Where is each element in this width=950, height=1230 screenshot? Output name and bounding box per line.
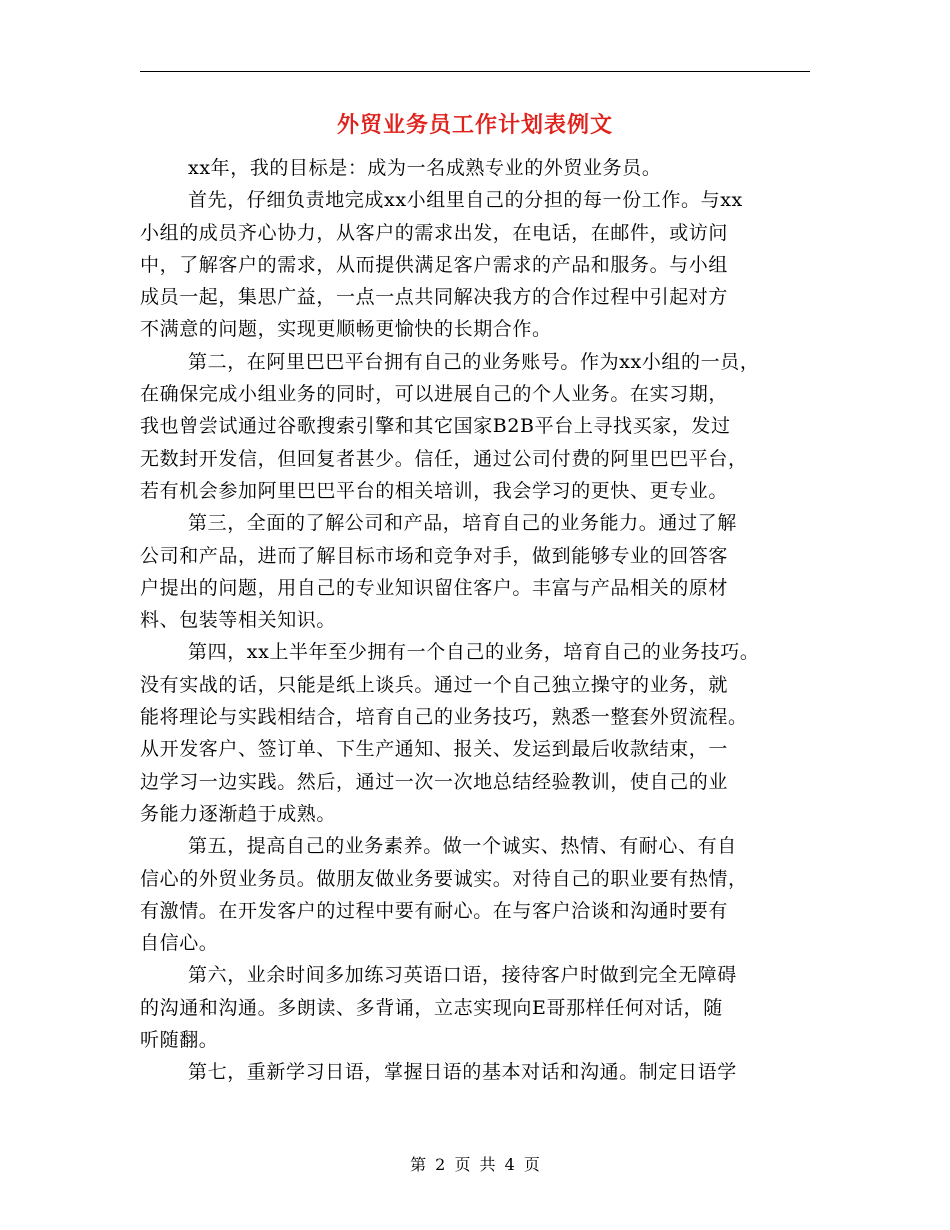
paragraph-line: 小组的成员齐心协力，从客户的需求出发，在电话，在邮件，或访问 [140,221,729,244]
page-number-footer: 第 2 页 共 4 页 [410,1155,540,1174]
paragraph-first-line: 第二，在阿里巴巴平台拥有自己的业务账号。作为xx小组的一员， [188,350,760,373]
paragraph-line: 料、包装等相关知识。 [140,609,337,632]
paragraph-first-line: xx年，我的目标是：成为一名成熟专业的外贸业务员。 [188,157,662,179]
paragraph-first-line: 第四，xx上半年至少拥有一个自己的业务，培育自己的业务技巧。 [188,641,760,664]
paragraph-line: 若有机会参加阿里巴巴平台的相关培训，我会学习的更快、更专业。 [140,479,729,502]
header-rule [140,71,810,72]
paragraph-first-line: 第七，重新学习日语，掌握日语的基本对话和沟通。制定日语学 [188,1061,737,1084]
paragraph-first-line: 第六，业余时间多加练习英语口语，接待客户时做到完全无障碍 [188,964,737,987]
paragraph-line: 从开发客户、签订单、下生产通知、报关、发运到最后收款结束，一 [140,738,729,761]
document-body [140,152,816,1089]
paragraph-line: 边学习一边实践。然后，通过一次一次地总结经验教训，使自己的业 [140,770,729,793]
paragraph-line: 信心的外贸业务员。做朋友做业务要诚实。对待自己的职业要有热情， [140,867,748,890]
paragraph-first-line: 第五，提高自己的业务素养。做一个诚实、热情、有耐心、有自 [188,835,737,858]
paragraph-line: 能将理论与实践相结合，培育自己的业务技巧，熟悉一整套外贸流程。 [140,706,748,729]
paragraph-line: 自信心。 [140,932,219,955]
paragraph-line: 无数封开发信，但回复者甚少。信任，通过公司付费的阿里巴巴平台， [140,447,748,470]
paragraph-line: 不满意的问题，实现更顺畅更愉快的长期合作。 [140,318,552,341]
paragraph-first-line: 首先，仔细负责地完成xx小组里自己的分担的每一份工作。与xx [188,189,743,212]
paragraph-first-line: 第三，全面的了解公司和产品，培育自己的业务能力。通过了解 [188,512,737,535]
paragraph-line: 我也曾尝试通过谷歌搜索引擎和其它国家B2B平台上寻找买家，发过 [140,415,731,438]
paragraph-line: 成员一起，集思广益，一点一点共同解决我方的合作过程中引起对方 [140,286,729,309]
paragraph-line: 听随翻。 [140,1029,219,1052]
paragraph-line: 的沟通和沟通。多朗读、多背诵，立志实现向E哥那样任何对话，随 [140,996,723,1019]
paragraph-line: 公司和产品，进而了解目标市场和竞争对手，做到能够专业的回答客 [140,544,729,567]
paragraph-line: 在确保完成小组业务的同时，可以进展自己的个人业务。在实习期， [140,383,729,406]
paragraph-line: 有激情。在开发客户的过程中要有耐心。在与客户洽谈和沟通时要有 [140,899,729,922]
document-title: 外贸业务员工作计划表例文 [336,112,613,138]
paragraph-line: 户提出的问题，用自己的专业知识留住客户。丰富与产品相关的原材 [140,576,729,599]
paragraph-line: 中，了解客户的需求，从而提供满足客户需求的产品和服务。与小组 [140,253,729,276]
paragraph-line: 没有实战的话，只能是纸上谈兵。通过一个自己独立操守的业务，就 [140,673,729,696]
paragraph-line: 务能力逐渐趋于成熟。 [140,802,337,825]
